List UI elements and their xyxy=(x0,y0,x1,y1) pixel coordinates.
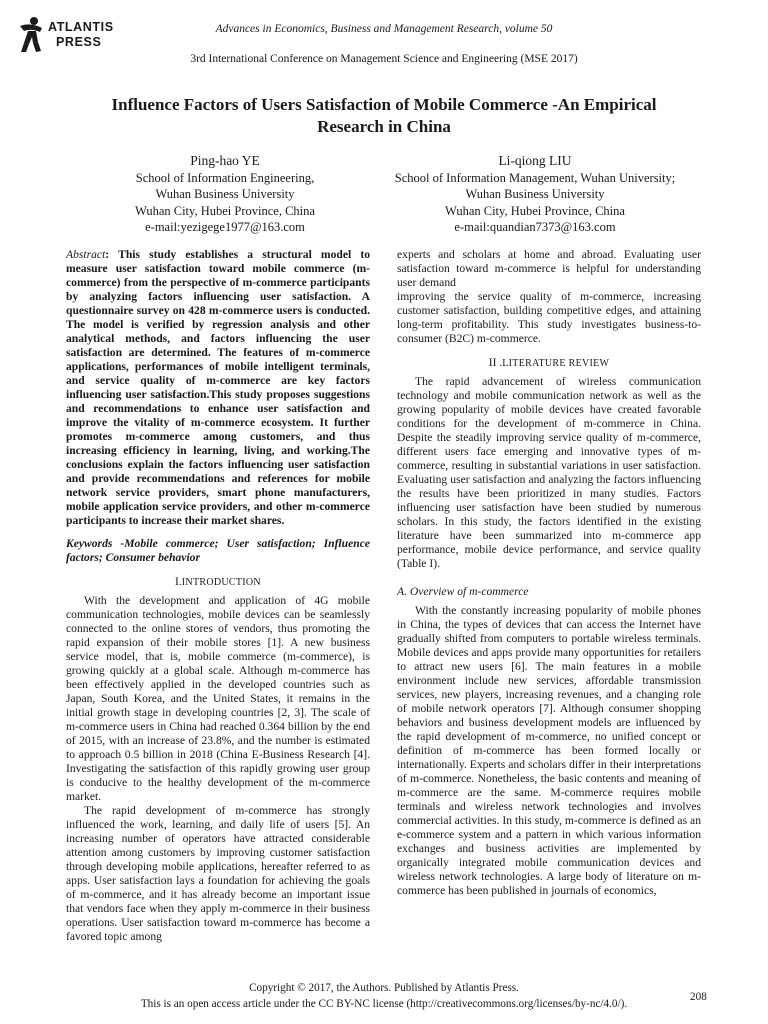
author-university: Wuhan Business University xyxy=(155,187,295,202)
author-dept: School of Information Management, Wuhan University; xyxy=(394,171,676,186)
left-column xyxy=(66,248,370,944)
author-name: Li-qiong LIU xyxy=(498,153,572,168)
subsection-heading-overview: A. Overview of m-commerce xyxy=(397,585,529,598)
paper-title: Influence Factors of Users Satisfaction of Mobile Commerce -An Empirical Research in China xyxy=(111,95,657,136)
publisher-logo xyxy=(16,14,126,58)
journal-name: Advances in Economics, Business and Management Research, volume 50 xyxy=(215,23,553,35)
author-email: e-mail:yezigege1977@163.com xyxy=(145,219,305,234)
author-block-1 xyxy=(100,153,350,235)
abstract-label: Abstract xyxy=(66,248,106,261)
intro-paragraph-3: experts and scholars at home and abroad. Evaluating user satisfaction toward m-commerce is helpful for understanding user demand xyxy=(397,248,701,289)
section-title: LITERATURE REVIEW xyxy=(502,358,610,369)
abstract xyxy=(66,248,370,528)
author-dept: School of Information Engineering, xyxy=(135,171,315,186)
intro-paragraph-4: improving the service quality of m-commerce, increasing customer satisfaction, building competitive edges, and attaining long-term profitability. This study investigates business-to-consumer (B2C) m-commerce. xyxy=(397,290,701,345)
atlantis-figure-icon xyxy=(16,16,46,54)
conference-name: 3rd International Conference on Management Science and Engineering (MSE 2017) xyxy=(190,53,578,65)
abstract-text: : This study establishes a structural model to measure user satisfaction toward mobile commerce (m-commerce) from the perspective of m-commerce participants by analyzing factors influencing user satisfaction. A questionnaire survey on 428 m-commerce users is conducted. The model is verified by regression analysis and other analytical methods, and factors influencing the user satisfaction are determined. The features of m-commerce applications, performances of mobile intelligent terminals, and service quality of m-commerce are key factors influencing user satisfaction.This study proposes suggestions and recommendations to enhance user satisfaction and improve the vitality of m-commerce ecosystem. It further promotes m-commerce among customers, and thus increasing efficiency in learning, living, and working.The conclusions explain the factors influencing user satisfaction and provide recommendations and references for mobile network service providers, smart phone manufacturers, mobile application service providers, and other m-commerce participants to increase their market shares. xyxy=(66,248,370,527)
intro-paragraph-2: The rapid development of m-commerce has strongly influenced the work, learning, and daily life of users [5]. An increasing number of operators have attracted considerable attention among customers by improving customer satisfaction through developing mobile applications, hereafter referred to as apps. User satisfaction lays a foundation for achieving the goals of m-commerce, and it has already become an important issue that vendors face when they apply m-commerce in their business operations. User satisfaction toward m-commerce has become a favored topic among xyxy=(66,804,370,943)
section-number: II . xyxy=(488,356,503,369)
section-title: INTRODUCTION xyxy=(181,577,261,588)
intro-paragraph-1: With the development and application of 4G mobile communication technologies, mobile devices can be seamlessly connected to the online stores of vendors, thus promoting the rapid expansion of their mobile stores [1]. A new business service model, that is, mobile commerce (m-commerce), is growing quickly at a global scale. Although m-commerce has been effectively applied in the developed countries such as Japan, South Korea, and the United States, it remains in the initial growth stage in developing countries [2, 3]. The scale of m-commerce users in China had reached 0.364 billion by the end of 2015, with an increase of 23.8%, and the number is estimated to approach 0.5 billion in 2018 (China E-Business Research [4]. Investigating the satisfaction of this rapidly growing user group is conducive to the healthy development of the m-commerce market. xyxy=(66,594,370,803)
author-location: Wuhan City, Hubei Province, China xyxy=(135,203,315,218)
logo-line-1: ATLANTIS xyxy=(48,20,114,34)
literature-paragraph-1: The rapid advancement of wireless communication technology and mobile communication network as well as the growing popularity of mobile devices have created favorable conditions for the development of m-commerce in China. Despite the steadily improving service quality of m-commerce, different users face emerging and innovative types of m-commerce, resulting in substantial variations in user satisfaction. Evaluating user satisfaction and analyzing the factors influencing the results have been prioritized in many studies. Factors influencing user satisfaction have been studied by numerous scholars. In this study, the factors identified in the existing literature have been summarized into m-commerce app performance, mobile device performance, and service quality (Table I). xyxy=(397,375,701,570)
page-number: 208 xyxy=(690,991,707,1003)
author-location: Wuhan City, Hubei Province, China xyxy=(445,203,625,218)
section-number: I. xyxy=(175,575,182,588)
section-heading-introduction xyxy=(66,575,370,590)
author-name: Ping-hao YE xyxy=(190,153,260,168)
copyright-line: Copyright © 2017, the Authors. Published by Atlantis Press. xyxy=(249,982,519,994)
literature-paragraph-2: With the constantly increasing popularity of mobile phones in China, the types of devices that can access the Internet have gradually shifted from computers to portable wireless terminals. Mobile devices and apps provide many opportunities for retailers to attract new users [6]. The main features in a mobile environment include new services, affordable transmission services, new players, increasing revenues, and a changing role of mobile network operators [7]. Although consumer shopping behaviors and business development models are influenced by the rapid development of m-commerce, no unified concept or definition of m-commerce has been formed locally or internationally. Experts and scholars differ in their interpretations of m-commerce. Nonetheless, the basic contents and meaning of m-commerce are the same. M-commerce requires mobile terminals and wireless network technologies and involves commercial activities. In this study, m-commerce is defined as an e-commerce system and a pattern in which various information exchanges and business activities are implemented by organically integrated mobile communication devices and wireless network technologies. A large body of literature on m-commerce has been published in journals of economics, xyxy=(397,604,701,897)
copyright-footer xyxy=(0,980,768,1012)
keywords: Keywords -Mobile commerce; User satisfaction; Influence factors; Consumer behavior xyxy=(66,537,370,564)
logo-line-2: PRESS xyxy=(56,35,102,49)
right-column xyxy=(397,248,701,898)
author-email: e-mail:quandian7373@163.com xyxy=(454,219,616,234)
author-block-2 xyxy=(390,153,680,235)
license-line: This is an open access article under the CC BY-NC license (http://creativecommons.org/licenses/by-nc/4.0/). xyxy=(140,998,628,1010)
section-heading-literature-review xyxy=(397,356,701,371)
author-university: Wuhan Business University xyxy=(465,187,605,202)
